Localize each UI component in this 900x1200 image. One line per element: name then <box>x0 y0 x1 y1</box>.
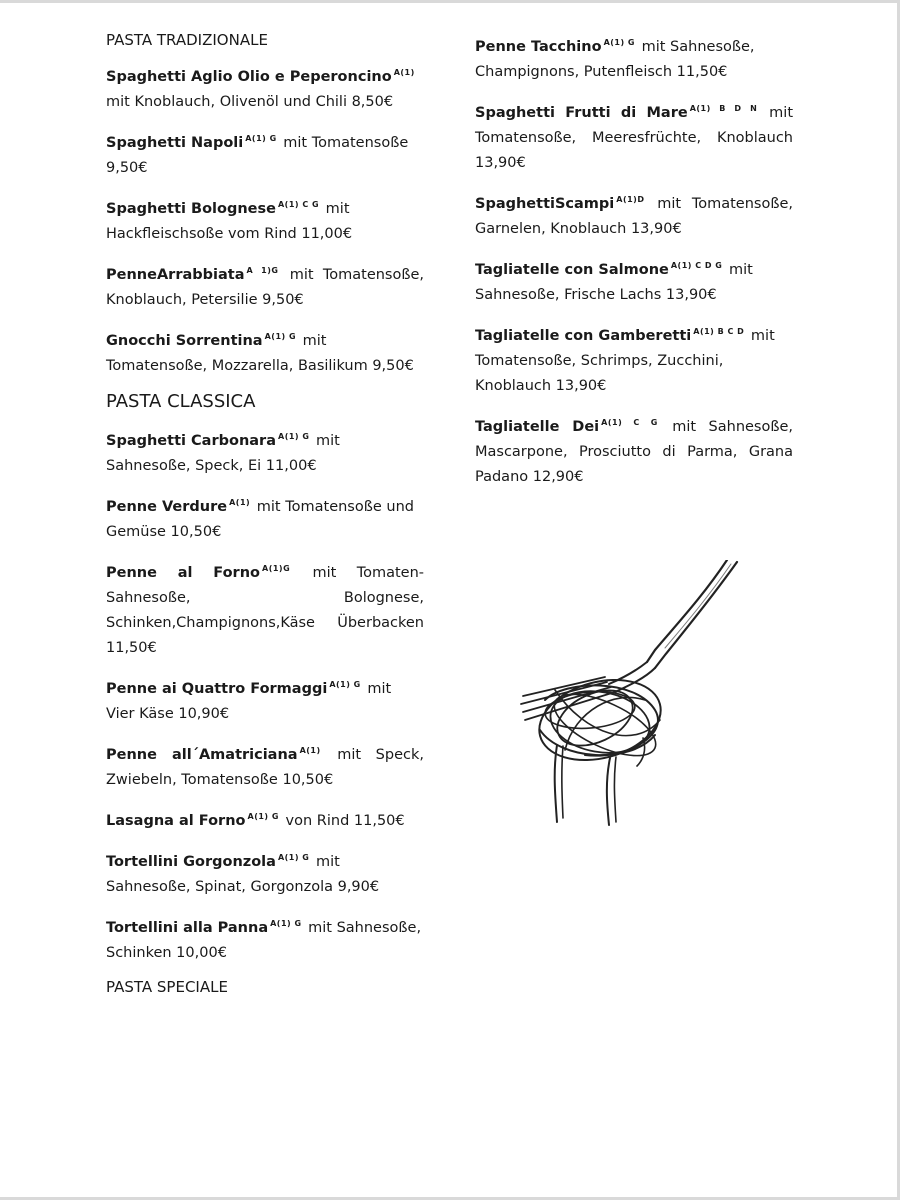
menu-item <box>106 804 424 834</box>
item-description: mit Knoblauch, Olivenöl und Chili 8,50€ <box>106 94 394 110</box>
item-name: Tagliatelle con Salmone <box>475 262 669 278</box>
menu-item <box>106 490 424 545</box>
section-pasta-classica <box>106 390 424 966</box>
menu-item <box>106 911 424 966</box>
item-name: Penne all´Amatriciana <box>106 747 298 763</box>
allergen-code: A(1) G <box>245 134 277 143</box>
item-description: mit Sahnesoße, Spinat, Gorgonzola 9,90€ <box>106 854 380 895</box>
allergen-code: A(1) <box>229 498 251 507</box>
item-description: mit Hackfleischsoße vom Rind 11,00€ <box>106 201 353 242</box>
menu-item <box>106 258 424 313</box>
item-name: Spaghetti Frutti di Mare <box>475 105 688 121</box>
item-name: Spaghetti Carbonara <box>106 433 276 449</box>
menu-item <box>475 96 793 176</box>
item-name: Spaghetti Bolognese <box>106 201 276 217</box>
allergen-code: A(1) C G <box>277 200 320 209</box>
allergen-code: A(1) G <box>247 812 279 821</box>
allergen-code: A(1) G <box>603 38 635 47</box>
item-description: mit Vier Käse 10,90€ <box>106 681 392 722</box>
item-description: mit Sahnesoße, Speck, Ei 11,00€ <box>106 433 340 474</box>
item-description: mit Tomatensoße, Mozzarella, Basilikum 9,50€ <box>106 333 414 374</box>
item-description: mit Sahnesoße, Mascarpone, Prosciutto di Parma, Grana Padano 12,90€ <box>475 419 794 485</box>
allergen-code: A(1)G <box>262 564 291 573</box>
menu-item <box>106 126 424 181</box>
menu-item <box>106 672 424 727</box>
item-description: mit Sahnesoße, Champignons, Putenfleisch 11,50€ <box>475 39 755 80</box>
item-description: mit Speck, Zwiebeln, Tomatensoße 10,50€ <box>106 747 424 788</box>
menu-item <box>106 192 424 247</box>
fork-with-spaghetti-icon <box>505 560 745 830</box>
item-description: mit Tomatensoße, Meeresfrüchte, Knoblauch 13,90€ <box>475 105 794 171</box>
allergen-code: A(1) G <box>270 919 302 928</box>
menu-item <box>106 424 424 479</box>
section-title: PASTA SPECIALE <box>106 978 228 996</box>
menu-item <box>475 410 793 490</box>
item-name: SpaghettiScampi <box>475 196 615 212</box>
item-name: Spaghetti Aglio Olio e Peperoncino <box>106 69 392 85</box>
menu-item <box>475 30 793 85</box>
section-pasta-speciale <box>106 977 424 997</box>
left-column <box>106 30 424 1007</box>
menu-item <box>475 319 793 399</box>
menu-item <box>475 253 793 308</box>
allergen-code: A(1) B D N <box>689 104 758 113</box>
menu-item <box>106 324 424 379</box>
item-description: mit Tomatensoße 9,50€ <box>106 135 409 176</box>
menu-item <box>106 738 424 793</box>
item-name: Gnocchi Sorrentina <box>106 333 263 349</box>
item-name: Penne Verdure <box>106 499 228 515</box>
item-name: PenneArrabbiata <box>106 267 245 283</box>
allergen-code: A(1) C G <box>601 418 658 427</box>
allergen-code: A(1)D <box>616 195 645 204</box>
item-name: Tortellini Gorgonzola <box>106 854 276 870</box>
item-name: Penne Tacchino <box>475 39 602 55</box>
item-name: Tagliatelle Dei <box>475 419 600 435</box>
item-name: Tagliatelle con Gamberetti <box>475 328 692 344</box>
item-name: Lasagna al Forno <box>106 813 246 829</box>
allergen-code: A(1) G <box>264 332 297 341</box>
menu-item <box>106 60 424 115</box>
allergen-code: A(1) G <box>277 853 310 862</box>
right-column <box>475 30 793 501</box>
section-title: PASTA CLASSICA <box>106 391 256 412</box>
item-description: mit Sahnesoße, Frische Lachs 13,90€ <box>475 262 753 303</box>
allergen-code: A(1) B C D <box>693 327 745 336</box>
item-description: mit Tomatensoße, Schrimps, Zucchini, Knoblauch 13,90€ <box>475 328 775 394</box>
item-description: mit Tomaten-Sahnesoße, Bolognese, Schinken,Champignons,Käse Überbacken 11,50€ <box>106 565 424 656</box>
menu-item <box>106 845 424 900</box>
allergen-code: A(1) C D G <box>670 261 723 270</box>
section-pasta-tradizionale <box>106 30 424 379</box>
allergen-code: A(1) <box>299 746 321 755</box>
item-description: mit Tomatensoße, Garnelen, Knoblauch 13,90€ <box>475 196 794 237</box>
allergen-code: A 1)G <box>246 266 279 275</box>
allergen-code: A(1) G <box>329 680 361 689</box>
item-name: Spaghetti Napoli <box>106 135 244 151</box>
menu-item <box>475 187 793 242</box>
item-description: mit Tomatensoße, Knoblauch, Petersilie 9,50€ <box>106 267 425 308</box>
item-name: Tortellini alla Panna <box>106 920 269 936</box>
item-description: mit Sahnesoße, Schinken 10,00€ <box>106 920 422 961</box>
item-name: Penne ai Quattro Formaggi <box>106 681 328 697</box>
menu-item <box>106 556 424 661</box>
item-description: von Rind 11,50€ <box>285 813 405 829</box>
item-description: mit Tomatensoße und Gemüse 10,50€ <box>106 499 414 540</box>
section-title: PASTA TRADIZIONALE <box>106 31 268 49</box>
item-name: Penne al Forno <box>106 565 260 581</box>
allergen-code: A(1) <box>393 68 415 77</box>
allergen-code: A(1) G <box>278 432 310 441</box>
